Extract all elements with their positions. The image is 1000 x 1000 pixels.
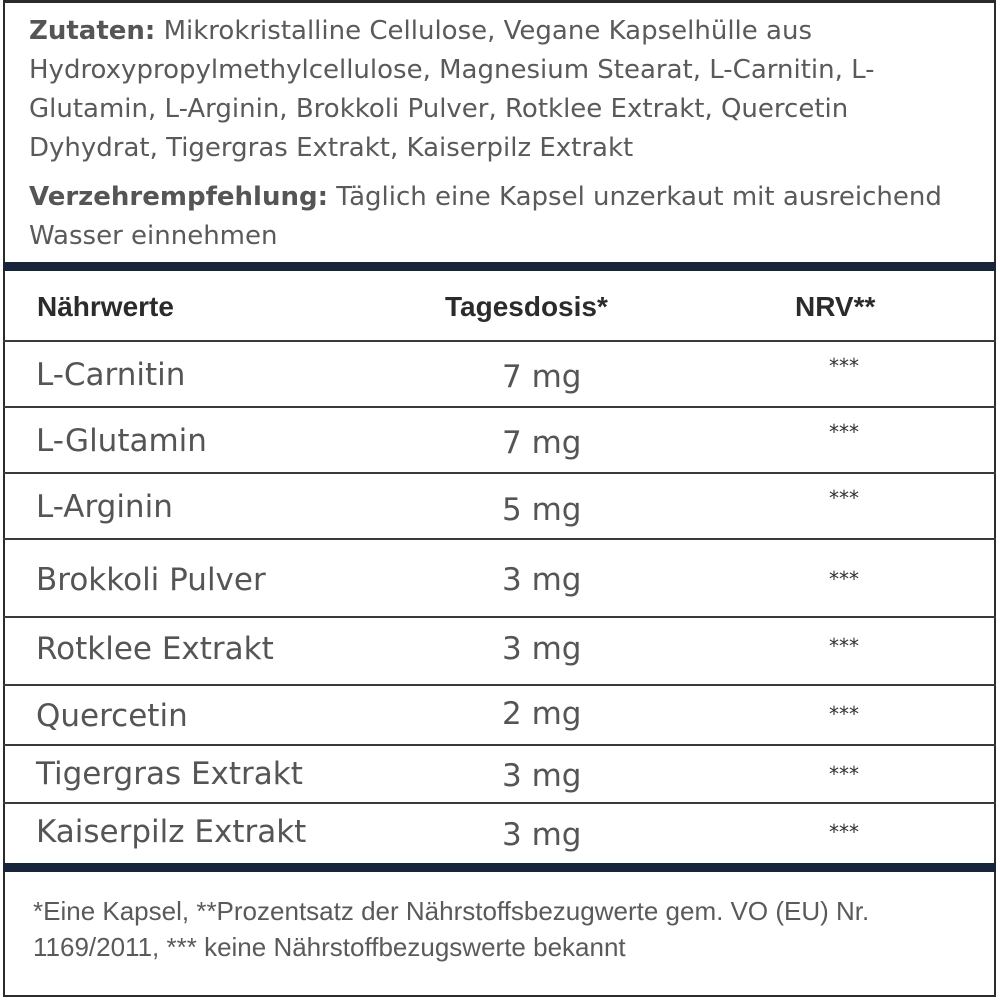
row-name: Rotklee Extrakt [36,631,274,667]
ingredients-label: Zutaten: [29,16,156,46]
table-row [3,540,996,618]
ingredients-paragraph [29,12,969,168]
table-row [3,618,996,686]
row-nrv: *** [829,486,859,510]
row-dose: 7 mg [502,425,582,461]
row-dose: 7 mg [502,359,582,395]
row-nrv: *** [829,762,859,786]
table-header [3,271,996,342]
table-row [3,686,996,746]
table-row [3,342,996,408]
table-row [3,408,996,474]
row-nrv: *** [829,702,859,726]
row-nrv: *** [829,820,859,844]
table-row [3,746,996,804]
row-dose: 3 mg [502,631,582,667]
row-dose: 2 mg [502,696,582,732]
row-name: L-Arginin [36,489,173,525]
intro-text [29,12,969,256]
row-name: L-Glutamin [36,423,207,459]
row-dose: 3 mg [502,562,582,598]
row-name: Quercetin [36,698,188,734]
row-name: Tigergras Extrakt [36,756,303,792]
table-top-band [3,262,996,271]
row-nrv: *** [829,634,859,658]
table-row [3,804,996,863]
row-dose: 3 mg [502,758,582,794]
table-row [3,474,996,540]
footnote: *Eine Kapsel, **Prozentsatz der Nährstoffsbezugwerte gem. VO (EU) Nr. 1169/2011, *** keine Nährstoffbezugswerte bekannt [33,896,870,962]
row-dose: 3 mg [502,817,582,853]
header-tagesdosis: Tagesdosis* [445,291,608,322]
header-nrv: NRV** [795,291,876,322]
recommendation-text: Täglich eine Kapsel unzerkaut mit ausreichend Wasser einnehmen [29,182,942,251]
row-nrv: *** [829,420,859,444]
row-nrv: *** [829,567,859,591]
recommendation-label: Verzehrempfehlung: [29,182,328,212]
row-name: Kaiserpilz Extrakt [36,814,307,850]
row-name: Brokkoli Pulver [36,562,266,598]
row-name: L-Carnitin [36,357,186,393]
header-naehrwerte: Nährwerte [37,291,174,322]
ingredients-text: Mikrokristalline Cellulose, Vegane Kapselhülle aus Hydroxypropylmethylcellulose, Magnesium Stearat, L-Carnitin, L-Glutamin, L-Arginin, Brokkoli Pulver, Rotklee Extrakt, Quercetin Dyhydrat, Tigergras Extrakt, Kaiserpilz Extrakt [29,16,875,163]
row-nrv: *** [829,354,859,378]
table-bottom-band [3,863,996,872]
recommendation-paragraph [29,178,969,256]
row-dose: 5 mg [502,492,582,528]
